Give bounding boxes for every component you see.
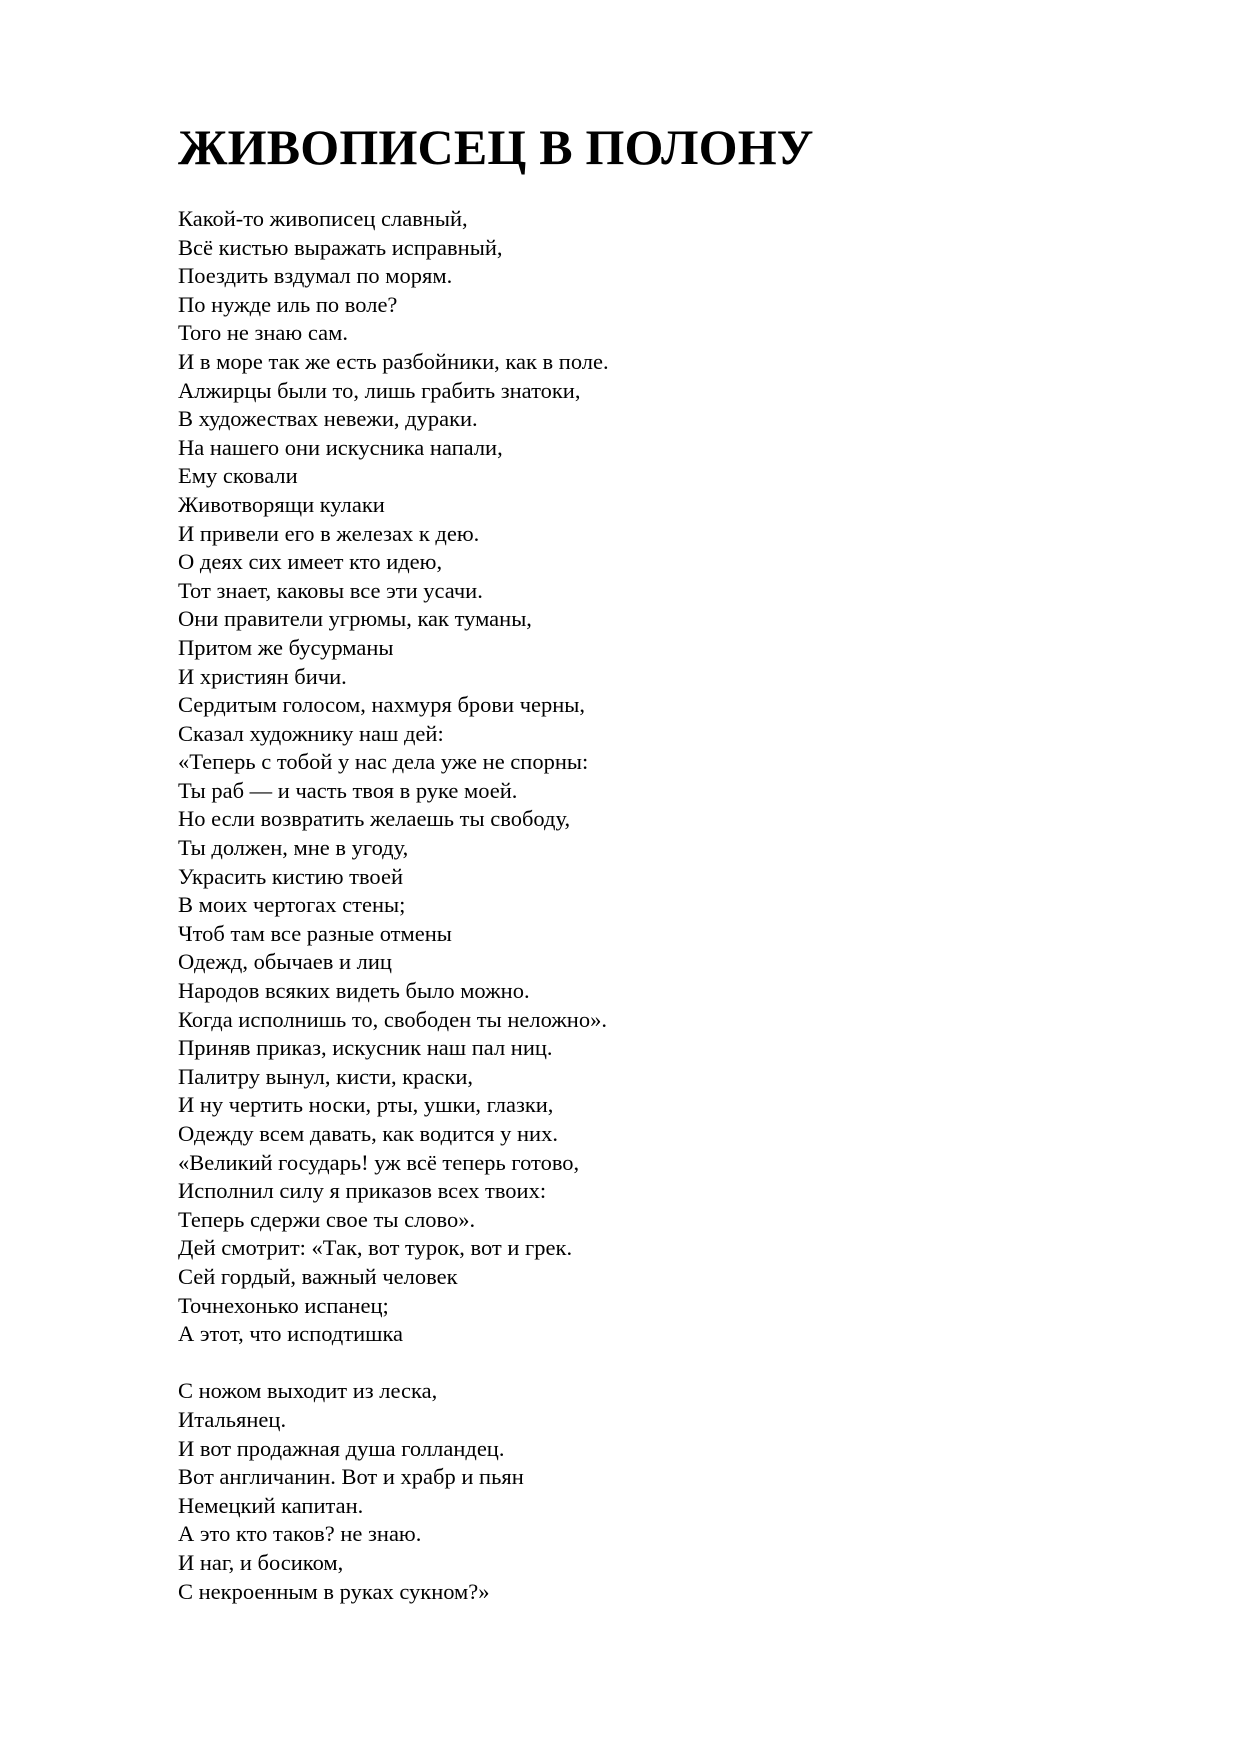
verse-line: Но если возвратить желаешь ты свободу,: [178, 806, 571, 832]
verse-line: И в море так же есть разбойники, как в поле.: [178, 348, 609, 374]
verse-line: И вот продажная душа голландец.: [178, 1435, 505, 1461]
verse-line: И християн бичи.: [178, 663, 347, 689]
verse-line: Приняв приказ, искусник наш пал ниц.: [178, 1035, 553, 1061]
verse-line: Того не знаю сам.: [178, 320, 348, 346]
verse-line: И наг, и босиком,: [178, 1549, 344, 1575]
verse-line: По нужде иль по воле?: [178, 291, 398, 317]
verse-line: Притом же бусурманы: [178, 634, 394, 660]
verse-line: Сердитым голосом, нахмуря брови черны,: [178, 692, 586, 718]
verse-line: И ну чертить носки, рты, ушки, глазки,: [178, 1092, 554, 1118]
verse-line: Ты должен, мне в угоду,: [178, 835, 409, 861]
verse-line: Алжирцы были то, лишь грабить знатоки,: [178, 377, 581, 403]
verse-line: С ножом выходит из леска,: [178, 1378, 438, 1404]
verse-line: Исполнил силу я приказов всех твоих:: [178, 1178, 547, 1204]
verse-line: Поездить вздумал по морям.: [178, 263, 453, 289]
verse-line: Немецкий капитан.: [178, 1492, 364, 1518]
verse-line: Сей гордый, важный человек: [178, 1263, 458, 1289]
verse-line: В моих чертогах стены;: [178, 892, 406, 918]
verse-line: Одежду всем давать, как водится у них.: [178, 1121, 558, 1146]
stanza: [178, 1377, 1078, 1606]
verse-line: Животворящи кулаки: [178, 491, 385, 517]
verse-line: С некроенным в руках сукном?»: [178, 1578, 490, 1604]
verse-line: Вот англичанин. Вот и храбр и пьян: [178, 1464, 524, 1490]
verse-line: Одежд, обычаев и лиц: [178, 949, 392, 975]
verse-line: Итальянец.: [178, 1406, 287, 1432]
verse-line: Чтоб там все разные отмены: [178, 920, 452, 946]
verse-line: Теперь сдержи свое ты слово».: [178, 1206, 476, 1232]
verse-line: Дей смотрит: «Так, вот турок, вот и грек.: [178, 1235, 573, 1261]
poem-body: [178, 205, 1078, 1606]
verse-line: А это кто таков? не знаю.: [178, 1521, 422, 1547]
verse-line: И привели его в железах к дею.: [178, 520, 480, 546]
verse-line: «Теперь с тобой у нас дела уже не спорны:: [178, 749, 589, 775]
stanza: [178, 205, 1078, 1349]
verse-line: Точнехонько испанец;: [178, 1292, 389, 1318]
verse-line: Когда исполнишь то, свободен ты неложно».: [178, 1006, 607, 1032]
verse-line: Тот знает, каковы все эти усачи.: [178, 577, 483, 603]
verse-line: Ты раб — и часть твоя в руке моей.: [178, 777, 518, 803]
verse-line: О деях сих имеет кто идею,: [178, 549, 443, 575]
verse-line: Они правители угрюмы, как туманы,: [178, 606, 532, 632]
poem-title: ЖИВОПИСЕЦ В ПОЛОНУ: [178, 119, 814, 175]
verse-line: Украсить кистию твоей: [178, 863, 403, 889]
verse-line: А этот, что исподтишка: [178, 1321, 404, 1347]
verse-line: В художествах невежи, дураки.: [178, 406, 478, 432]
verse-line: Народов всяких видеть было можно.: [178, 978, 530, 1004]
verse-line: На нашего они искусника напали,: [178, 434, 503, 460]
verse-line: Ему сковали: [178, 463, 298, 489]
verse-line: «Великий государь! уж всё теперь готово,: [178, 1149, 580, 1175]
verse-line: Какой-то живописец славный,: [178, 206, 468, 231]
verse-line: Палитру вынул, кисти, краски,: [178, 1063, 473, 1089]
verse-line: Всё кистью выражать исправный,: [178, 234, 503, 260]
verse-line: Сказал художнику наш дей:: [178, 720, 444, 746]
